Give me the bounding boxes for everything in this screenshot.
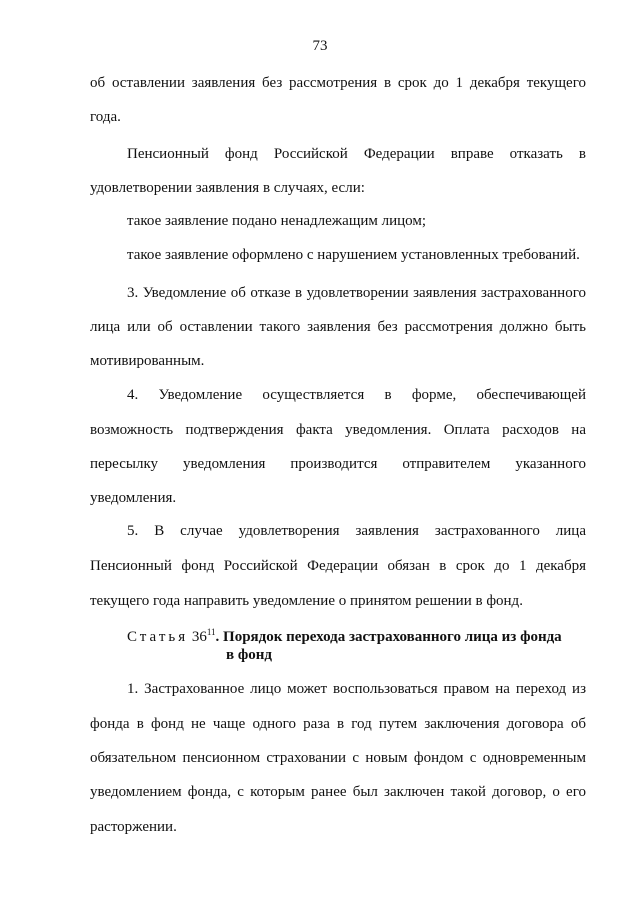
text-line: 1. Застрахованное лицо может воспользоваться правом на переход из — [127, 681, 586, 697]
text-line: такое заявление подано ненадлежащим лицом; — [127, 213, 427, 229]
text-line: уведомления. — [90, 490, 177, 506]
page-number: 73 — [312, 38, 328, 54]
text-line: уведомлением фонда, с которым ранее был заключен такой договор, о его — [90, 784, 586, 800]
article-superscript: 11 — [206, 627, 216, 637]
article-label: Статья — [127, 629, 189, 645]
text-line: возможность подтверждения факта уведомления. Оплата расходов на — [90, 422, 586, 438]
article-number: 36 — [191, 629, 207, 645]
text-line: пересылку уведомления производится отправителем указанного — [90, 456, 586, 472]
article-title-line2: в фонд — [226, 647, 272, 663]
text-line: 4. Уведомление осуществляется в форме, обеспечивающей — [127, 387, 586, 403]
text-line: удовлетворении заявления в случаях, если: — [90, 180, 365, 196]
article-period: . — [215, 629, 220, 645]
text-line: Пенсионный фонд Российской Федерации обязан в срок до 1 декабря — [90, 558, 586, 574]
article-heading — [127, 628, 562, 646]
text-line: года. — [90, 109, 121, 125]
text-line: такое заявление оформлено с нарушением установленных требований. — [127, 247, 580, 263]
text-line: обязательном пенсионном страховании с новым фондом с одновременным — [90, 750, 586, 766]
article-title-line1: Порядок перехода застрахованного лица из фонда — [223, 629, 562, 645]
text-line: мотивированным. — [90, 353, 205, 369]
text-line: текущего года направить уведомление о принятом решении в фонд. — [90, 593, 523, 609]
text-line: Пенсионный фонд Российской Федерации вправе отказать в — [127, 146, 586, 162]
text-line: об оставлении заявления без рассмотрения в срок до 1 декабря текущего — [90, 75, 586, 91]
text-line: лица или об оставлении такого заявления без рассмотрения должно быть — [90, 319, 586, 335]
text-line: расторжении. — [90, 819, 177, 835]
text-line: 3. Уведомление об отказе в удовлетворении заявления застрахованного — [127, 285, 586, 301]
text-line: фонда в фонд не чаще одного раза в год путем заключения договора об — [90, 716, 586, 732]
text-line: 5. В случае удовлетворения заявления застрахованного лица — [127, 523, 586, 539]
